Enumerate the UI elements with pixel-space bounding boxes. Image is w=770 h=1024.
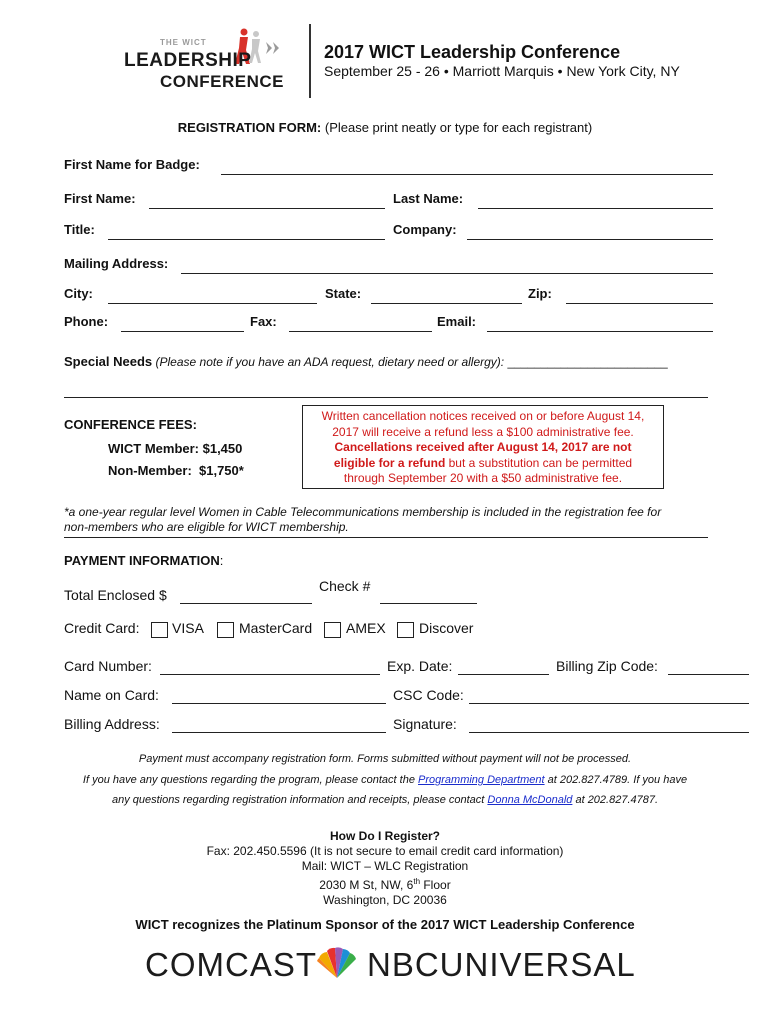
visa-checkbox[interactable] (151, 622, 168, 638)
discover-checkbox[interactable] (397, 622, 414, 638)
special-needs-extra-line[interactable] (64, 397, 708, 398)
header-divider (309, 24, 311, 98)
cancel-line-3: Cancellations received after August 14, 2017 are not (334, 440, 632, 454)
exp-date-label: Exp. Date: (387, 658, 453, 674)
city-field[interactable] (108, 303, 317, 304)
phone-label: Phone: (64, 314, 109, 329)
payment-heading: PAYMENT INFORMATION: (64, 553, 224, 568)
register-city: Washington, DC 20036 (323, 893, 447, 907)
footnote-underline (64, 537, 708, 538)
sponsor-line: WICT recognizes the Platinum Sponsor of the 2017 WICT Leadership Conference (135, 917, 635, 932)
amex-label: AMEX (346, 620, 386, 636)
signature-label: Signature: (393, 716, 457, 732)
special-needs-label: Special Needs (64, 354, 153, 369)
city-label: City: (64, 286, 93, 301)
programming-department-link[interactable]: Programming Department (418, 774, 545, 786)
mailing-address-field[interactable] (181, 273, 713, 274)
fax-label: Fax: (250, 314, 277, 329)
questions-line-2: any questions regarding registration information and receipts, please contact Donna McDonald at 202.827.4787. (111, 794, 659, 806)
register-info (0, 829, 770, 908)
email-label: Email: (437, 314, 477, 329)
special-needs-field[interactable]: ________________________ (507, 355, 668, 369)
total-enclosed-label: Total Enclosed $ (64, 587, 167, 603)
title-label: Title: (64, 222, 95, 237)
membership-footnote: *a one-year regular level Women in Cable Telecommunications membership is included in the registration fee for non-members who are eligible for WICT membership. (64, 505, 662, 534)
member-fee: WICT Member: $1,450 (108, 441, 243, 456)
non-member-fee: Non-Member: $1,750* (108, 463, 244, 478)
donna-mcdonald-link[interactable]: Donna McDonald (487, 794, 573, 806)
logo-line-2: CONFERENCE (160, 72, 285, 91)
logo-small-text: THE WICT (160, 38, 207, 47)
badge-name-field[interactable] (221, 174, 713, 175)
company-field[interactable] (467, 239, 713, 240)
zip-field[interactable] (566, 303, 713, 304)
peacock-icon (313, 946, 361, 980)
special-needs (64, 354, 668, 369)
billing-address-field[interactable] (172, 732, 386, 733)
fees-heading: CONFERENCE FEES: (64, 417, 197, 432)
exp-date-field[interactable] (458, 674, 549, 675)
special-needs-note: (Please note if you have an ADA request, dietary need or allergy): (155, 355, 505, 369)
visa-label: VISA (172, 620, 204, 636)
last-name-label: Last Name: (393, 191, 464, 206)
registration-heading: REGISTRATION FORM: (Please print neatly or type for each registrant) (177, 120, 593, 135)
check-number-field[interactable] (380, 603, 477, 604)
sponsor-logo-right: NBCUNIVERSAL (367, 946, 636, 983)
total-enclosed-field[interactable] (180, 603, 312, 604)
name-on-card-field[interactable] (172, 703, 386, 704)
billing-zip-field[interactable] (668, 674, 749, 675)
state-label: State: (325, 286, 362, 301)
questions-line-1: If you have any questions regarding the program, please contact the Programming Department at 202.827.4789. If you have (82, 774, 688, 786)
title-field[interactable] (108, 239, 385, 240)
last-name-field[interactable] (478, 208, 713, 209)
card-number-label: Card Number: (64, 658, 152, 674)
check-label: Check # (319, 578, 371, 594)
badge-name-label: First Name for Badge: (64, 157, 200, 172)
sponsor-logo-left: COMCAST (145, 946, 317, 983)
register-mail: Mail: WICT – WLC Registration (301, 859, 469, 873)
mastercard-label: MasterCard (239, 620, 313, 636)
register-street: 2030 M St, NW, 6th Floor (319, 877, 451, 892)
cancel-line-4: eligible for a refund but a substitution can be permitted (333, 455, 633, 470)
register-heading: How Do I Register? (329, 829, 440, 843)
page-title: 2017 WICT Leadership Conference (324, 42, 621, 62)
billing-zip-label: Billing Zip Code: (556, 658, 658, 674)
payment-note: Payment must accompany registration form. Forms submitted without payment will not be processed. (138, 753, 632, 765)
sponsor-logo (145, 944, 636, 988)
billing-address-label: Billing Address: (64, 716, 160, 732)
discover-label: Discover (419, 620, 474, 636)
csc-field[interactable] (469, 703, 749, 704)
fax-field[interactable] (289, 331, 432, 332)
card-number-field[interactable] (160, 674, 380, 675)
zip-label: Zip: (528, 286, 552, 301)
register-fax: Fax: 202.450.5596 (It is not secure to email credit card information) (206, 844, 564, 858)
amex-checkbox[interactable] (324, 622, 341, 638)
page-subtitle: September 25 - 26 • Marriott Marquis • New York City, NY (324, 63, 680, 79)
cancellation-box (302, 405, 664, 489)
mastercard-checkbox[interactable] (217, 622, 234, 638)
csc-label: CSC Code: (393, 687, 464, 703)
email-field[interactable] (487, 331, 713, 332)
signature-field[interactable] (469, 732, 749, 733)
company-label: Company: (393, 222, 457, 237)
name-on-card-label: Name on Card: (64, 687, 159, 703)
conference-logo (118, 28, 288, 98)
cancel-line-1: Written cancellation notices received on or before August 14, (321, 409, 645, 423)
cancel-line-5: through September 20 with a $50 administrative fee. (343, 471, 623, 485)
mailing-address-label: Mailing Address: (64, 256, 169, 271)
state-field[interactable] (371, 303, 522, 304)
cancel-line-2: 2017 will receive a refund less a $100 administrative fee. (332, 424, 634, 439)
first-name-label: First Name: (64, 191, 136, 206)
first-name-field[interactable] (149, 208, 385, 209)
phone-field[interactable] (121, 331, 244, 332)
logo-line-1: LEADERSHIP (124, 50, 252, 71)
credit-card-label: Credit Card: (64, 620, 140, 636)
